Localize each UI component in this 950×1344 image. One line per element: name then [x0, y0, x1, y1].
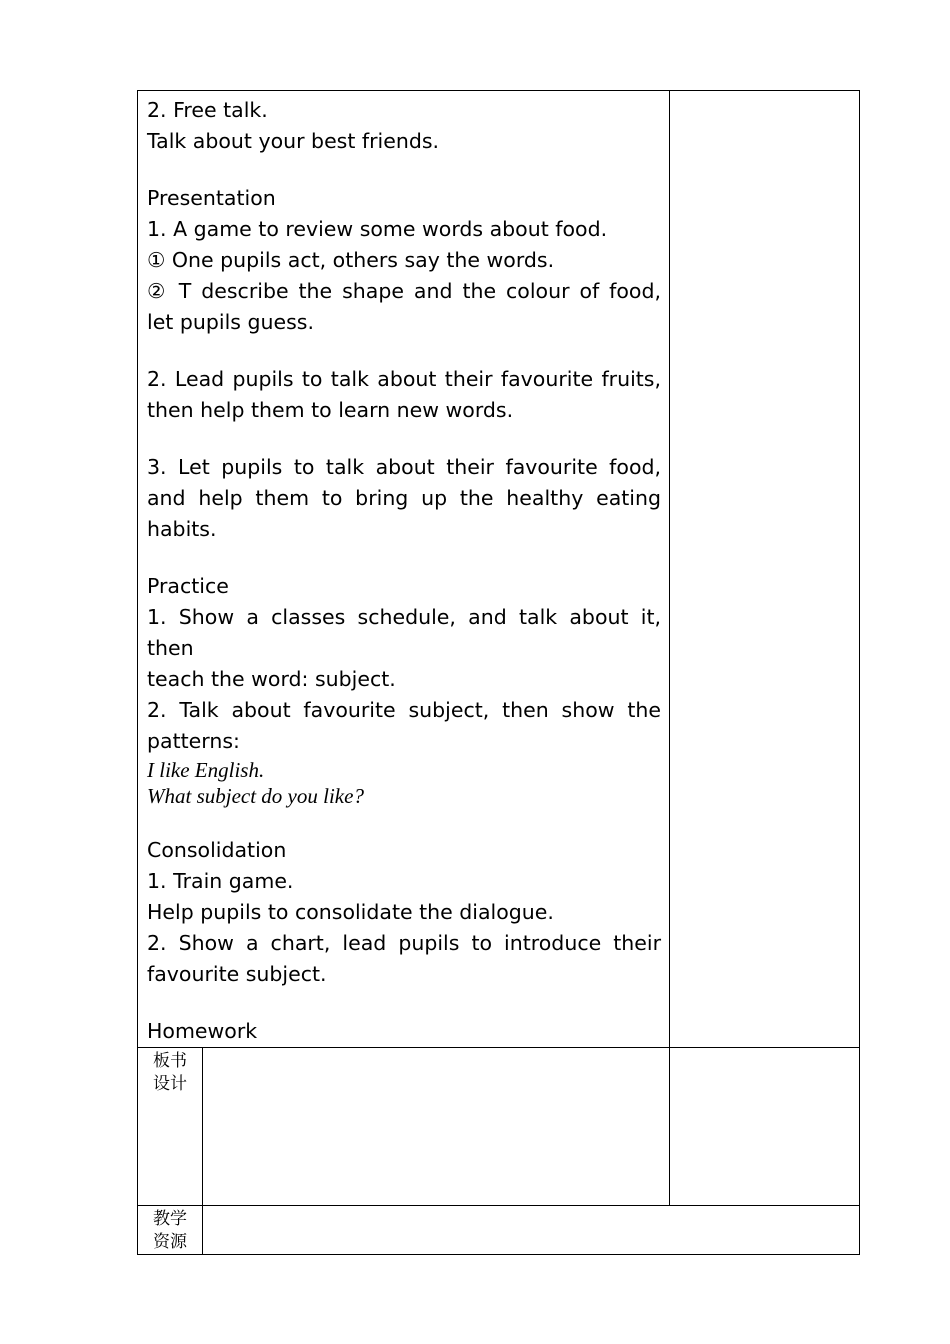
- consolidation-heading: Consolidation: [147, 838, 287, 862]
- board-design-label: [138, 1048, 203, 1206]
- lesson-plan-document: [137, 90, 859, 1255]
- sentence-pattern-1: I like English.: [147, 758, 265, 782]
- board-design-notes-cell: [670, 1048, 860, 1206]
- presentation-item-1: 1. A game to review some words about food.: [147, 217, 608, 241]
- presentation-item-2-line2: then help them to learn new words.: [147, 398, 514, 422]
- consolidation-item-1-text: Help pupils to consolidate the dialogue.: [147, 900, 554, 924]
- board-design-label-line1: 板书: [153, 1051, 187, 1071]
- teaching-process-row: [138, 91, 860, 1048]
- presentation-item-3-line2: and help them to bring up the healthy eating: [147, 486, 662, 510]
- presentation-item-1b-line1: ② T describe the shape and the colour of food,: [147, 279, 662, 303]
- consolidation-item-2-line1: 2. Show a chart, lead pupils to introduce their: [147, 931, 662, 955]
- practice-item-1-line2: teach the word: subject.: [147, 667, 396, 691]
- teaching-resources-label-line2: 资源: [153, 1232, 187, 1252]
- free-talk-text: Talk about your best friends.: [147, 129, 440, 153]
- presentation-item-3-line3: habits.: [147, 517, 217, 541]
- homework-heading: Homework: [147, 1019, 258, 1043]
- presentation-item-1a: ① One pupils act, others say the words.: [147, 248, 555, 272]
- board-design-row: [138, 1048, 860, 1206]
- board-design-content-cell: [203, 1048, 670, 1206]
- practice-heading: Practice: [147, 574, 229, 598]
- practice-item-2-line1: 2. Talk about favourite subject, then show the: [147, 698, 662, 722]
- presentation-heading: Presentation: [147, 186, 276, 210]
- practice-item-1-line1: 1. Show a classes schedule, and talk about it, then: [147, 605, 662, 660]
- practice-item-2-line2: patterns:: [147, 729, 240, 753]
- presentation-item-2-line1: 2. Lead pupils to talk about their favourite fruits,: [147, 367, 662, 391]
- sentence-pattern-2: What subject do you like?: [147, 784, 364, 808]
- teaching-resources-row: [138, 1206, 860, 1255]
- presentation-item-1b-line2: let pupils guess.: [147, 310, 314, 334]
- teaching-resources-content-cell: [203, 1206, 860, 1255]
- lesson-plan-table: [137, 90, 860, 1255]
- teaching-resources-label-line1: 教学: [153, 1209, 187, 1229]
- consolidation-item-1: 1. Train game.: [147, 869, 294, 893]
- presentation-item-3-line1: 3. Let pupils to talk about their favourite food,: [147, 455, 662, 479]
- board-design-label-line2: 设计: [153, 1074, 187, 1094]
- consolidation-item-2-line2: favourite subject.: [147, 962, 327, 986]
- teaching-resources-label: [138, 1206, 203, 1255]
- free-talk-heading: 2. Free talk.: [147, 98, 268, 122]
- teaching-process-cell: [138, 91, 670, 1048]
- notes-column-cell: [670, 91, 860, 1048]
